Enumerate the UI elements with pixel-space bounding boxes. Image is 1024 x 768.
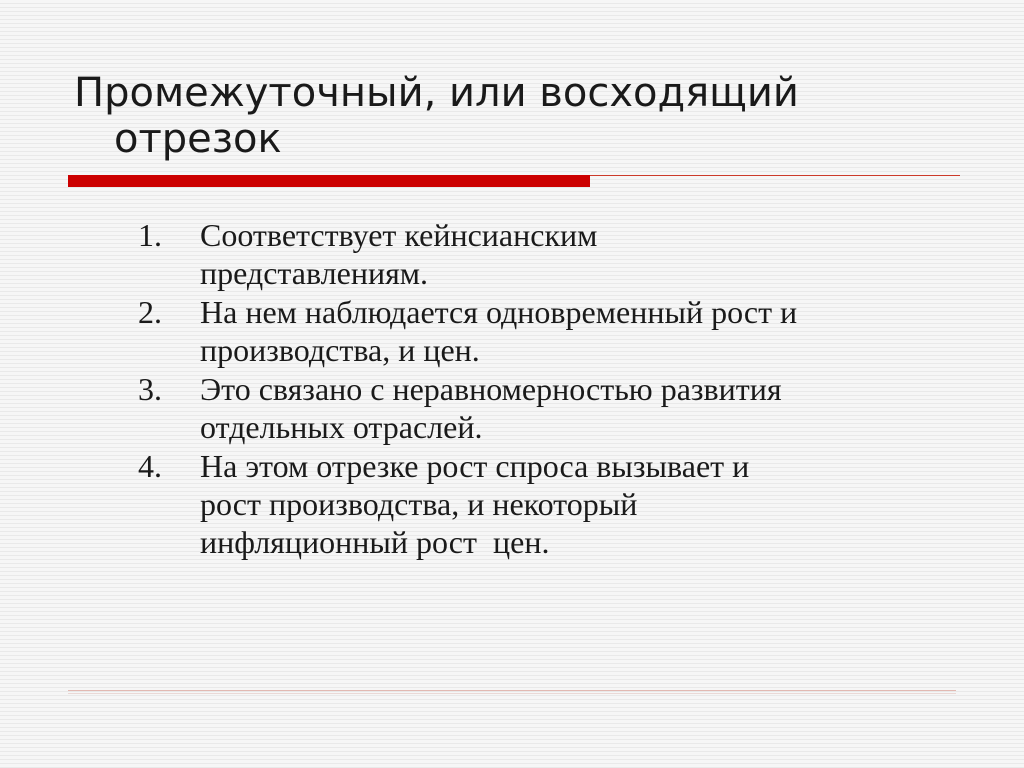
list-item-text xyxy=(200,370,958,446)
title-underline-thin xyxy=(590,175,960,176)
title-underline-accent xyxy=(68,175,590,187)
list-item-line: Соответствует кейнсианским xyxy=(200,217,598,253)
list-item-number: 4. xyxy=(138,448,162,484)
list-item-line: На нем наблюдается одновременный рост и xyxy=(200,294,798,330)
list-item-line: инфляционный рост цен. xyxy=(200,524,550,560)
title-line-2: отрезок xyxy=(114,116,282,162)
list-item-text xyxy=(200,216,958,292)
list-item-line: производства, и цен. xyxy=(200,332,480,368)
numbered-list xyxy=(138,216,958,562)
list-item-number: 3. xyxy=(138,371,162,407)
footer-divider xyxy=(68,690,956,691)
list-item xyxy=(138,447,958,561)
list-item-line: На этом отрезке рост спроса вызывает и xyxy=(200,448,750,484)
slide-title xyxy=(74,70,954,162)
list-item-line: отдельных отраслей. xyxy=(200,409,483,445)
list-item-text xyxy=(200,293,958,369)
title-line-1: Промежуточный, или восходящий xyxy=(74,70,799,116)
list-item-line: Это связано с неравномерностью развития xyxy=(200,371,782,407)
list-item-text xyxy=(200,447,958,561)
list-item-line: рост производства, и некоторый xyxy=(200,486,638,522)
list-item-line: представлениям. xyxy=(200,255,429,291)
list-item-number: 2. xyxy=(138,294,162,330)
footer-divider-secondary xyxy=(68,693,956,694)
list-item-number: 1. xyxy=(138,217,162,253)
list-item xyxy=(138,370,958,446)
list-item xyxy=(138,293,958,369)
list-item xyxy=(138,216,958,292)
